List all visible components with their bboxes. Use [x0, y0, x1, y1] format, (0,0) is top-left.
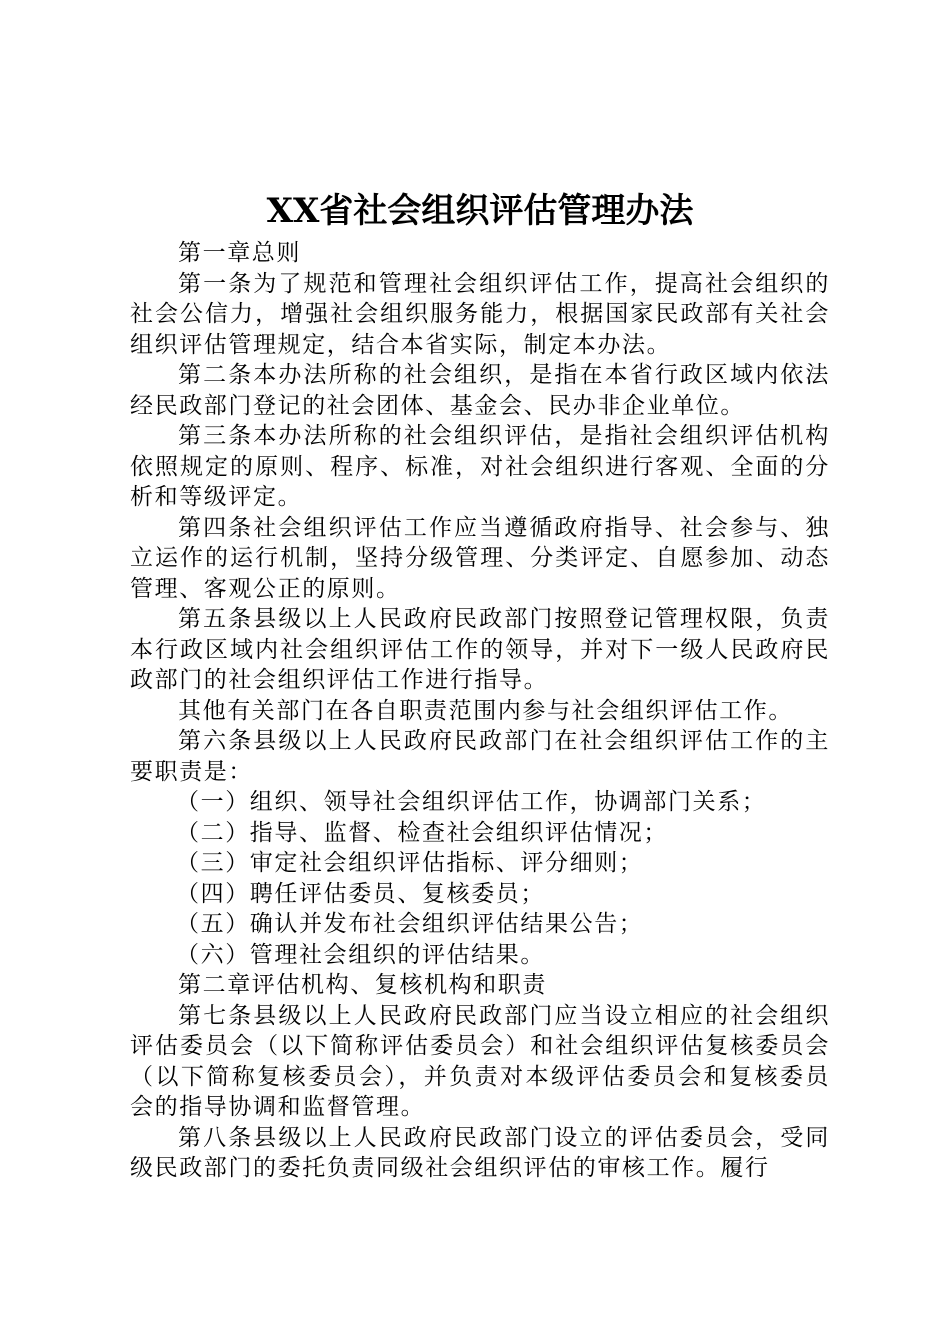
article-paragraph: 第六条县级以上人民政府民政部门在社会组织评估工作的主要职责是：	[130, 728, 830, 785]
article-paragraph: 第七条县级以上人民政府民政部门应当设立相应的社会组织评估委员会（以下简称评估委员会）和社会组织评估复核委员会（以下简称复核委员会），并负责对本级评估委员会和复核委员会的指导协调和监督管理。	[130, 1002, 830, 1120]
list-item: （六）管理社会组织的评估结果。	[176, 941, 545, 968]
article-paragraph: 第一条为了规范和管理社会组织评估工作，提高社会组织的社会公信力，增强社会组织服务能力，根据国家民政部有关社会组织评估管理规定，结合本省实际，制定本办法。	[130, 270, 830, 358]
article-paragraph: 第四条社会组织评估工作应当遵循政府指导、社会参与、独立运作的运行机制，坚持分级管理、分类评定、自愿参加、动态管理、客观公正的原则。	[130, 514, 830, 602]
list-item: （四）聘任评估委员、复核委员；	[176, 880, 545, 907]
article-paragraph: 其他有关部门在各自职责范围内参与社会组织评估工作。	[178, 697, 793, 724]
article-paragraph: 第二条本办法所称的社会组织，是指在本省行政区域内依法经民政部门登记的社会团体、基金会、民办非企业单位。	[130, 362, 830, 419]
list-item: （五）确认并发布社会组织评估结果公告；	[176, 911, 644, 937]
article-paragraph: 第八条县级以上人民政府民政部门设立的评估委员会，受同级民政部门的委托负责同级社会组织评估的审核工作。履行	[130, 1124, 830, 1181]
document-page	[130, 188, 830, 1184]
list-item: （一）组织、领导社会组织评估工作，协调部门关系；	[176, 789, 767, 815]
chapter-heading: 第一章总则	[178, 240, 301, 266]
article-paragraph: 第三条本办法所称的社会组织评估，是指社会组织评估机构依照规定的原则、程序、标准，对社会组织进行客观、全面的分析和等级评定。	[130, 423, 830, 510]
list-item: （二）指导、监督、检查社会组织评估情况；	[176, 819, 668, 846]
chapter-heading: 第二章评估机构、复核机构和职责	[178, 972, 547, 998]
list-item: （三）审定社会组织评估指标、评分细则；	[176, 850, 644, 876]
document-title: XX省社会组织评估管理办法	[266, 191, 694, 231]
article-paragraph: 第五条县级以上人民政府民政部门按照登记管理权限，负责本行政区域内社会组织评估工作的领导，并对下一级人民政府民政部门的社会组织评估工作进行指导。	[130, 606, 830, 693]
